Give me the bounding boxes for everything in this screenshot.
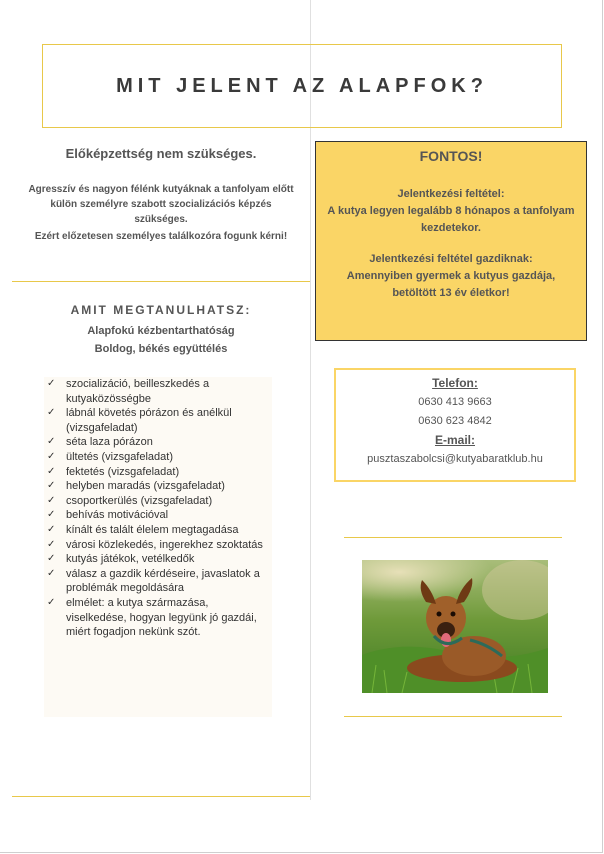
page-title: MIT JELENT AZ ALAPFOK?	[116, 74, 488, 97]
learn-list-item	[44, 523, 272, 538]
prerequisites-text-1: Agresszív és nagyon félénk kutyáknak a tanfolyam előtt külön személyre szabott szocializációs képzés szükséges.	[28, 184, 294, 225]
check-icon: ✓	[47, 407, 56, 419]
important-box	[315, 141, 587, 341]
learn-list-item	[44, 377, 272, 406]
check-icon: ✓	[47, 465, 56, 477]
phone-number-1[interactable]: 0630 413 9663	[418, 396, 492, 408]
title-box	[42, 44, 562, 128]
learn-list-item	[44, 538, 272, 553]
learn-list-box	[44, 377, 272, 717]
learn-list	[44, 377, 272, 640]
check-icon: ✓	[47, 553, 56, 565]
check-icon: ✓	[47, 523, 56, 535]
divider-line-bottom	[12, 796, 310, 797]
learn-list-item-text: ültetés (vizsgafeladat)	[66, 450, 173, 463]
check-icon: ✓	[47, 509, 56, 521]
contact-box	[334, 368, 576, 482]
important-line-1: Jelentkezési feltétel:	[397, 188, 505, 200]
learn-list-item-text: kínált és talált élelem megtagadása	[66, 523, 239, 536]
learn-list-item	[44, 435, 272, 450]
learn-list-item-text: kutyás játékok, vetélkedők	[66, 553, 195, 566]
phone-number-2[interactable]: 0630 623 4842	[418, 415, 492, 427]
check-icon: ✓	[47, 596, 56, 608]
check-icon: ✓	[47, 378, 56, 389]
learn-list-item-text: elmélet: a kutya származása, viselkedése, hogyan legyünk jó gazdái, miért fogadjon nekünk szót.	[66, 596, 257, 639]
important-line-4: Amennyiben gyermek a kutyus gazdája, betöltött 13 év életkor!	[346, 270, 556, 299]
learn-list-item-text: szocializáció, beilleszkedés a kutyaközösségbe	[66, 378, 210, 405]
divider-line	[12, 281, 310, 282]
important-line-3: Jelentkezési feltétel gazdiknak:	[369, 253, 533, 265]
check-icon: ✓	[47, 567, 56, 579]
learn-list-item	[44, 567, 272, 596]
learn-list-item	[44, 465, 272, 480]
prerequisites-text-2: Ezért előzetesen személyes találkozóra fogunk kérni!	[34, 231, 288, 242]
phone-label: Telefon:	[432, 376, 478, 390]
important-heading: FONTOS!	[419, 148, 483, 164]
learn-list-item	[44, 494, 272, 509]
photo-divider-bottom	[344, 716, 562, 717]
check-icon: ✓	[47, 436, 56, 448]
learn-list-item	[44, 596, 272, 640]
learn-list-item-text: válasz a gazdik kérdéseire, javaslatok a problémák megoldására	[66, 567, 260, 595]
check-icon: ✓	[47, 494, 56, 506]
learn-list-item-text: helyben maradás (vizsgafeladat)	[66, 480, 225, 493]
learn-list-item-text: séta laza pórázon	[66, 436, 153, 449]
check-icon: ✓	[47, 450, 56, 462]
learn-list-item-text: városi közlekedés, ingerekhez szoktatás	[66, 538, 263, 551]
email-address[interactable]: pusztaszabolcsi@kutyabaratklub.hu	[367, 453, 543, 465]
learn-list-item	[44, 552, 272, 567]
learn-list-item	[44, 450, 272, 465]
learn-list-item-text: behívás motivációval	[66, 509, 169, 522]
learn-subheading-1: Alapfokú kézbentarthatóság	[87, 325, 235, 337]
prerequisites-heading: Előképzettség nem szükséges.	[65, 146, 257, 161]
check-icon: ✓	[47, 480, 56, 492]
learn-subheading-2: Boldog, békés együttélés	[94, 343, 228, 355]
dog-photo	[362, 560, 548, 693]
learn-subheadings	[12, 322, 310, 358]
prerequisites-text	[12, 182, 310, 246]
learn-list-item	[44, 508, 272, 523]
learn-list-item-text: fektetés (vizsgafeladat)	[66, 465, 180, 478]
learn-list-item-text: lábnál követés pórázon és anélkül (vizsgafeladat)	[66, 407, 232, 434]
learn-list-item-text: csoportkerülés (vizsgafeladat)	[66, 494, 213, 507]
email-label: E-mail:	[434, 433, 475, 447]
learn-list-item	[44, 479, 272, 494]
learn-heading: AMIT MEGTANULHATSZ:	[70, 303, 252, 317]
learn-list-item	[44, 406, 272, 435]
check-icon: ✓	[47, 538, 56, 550]
important-line-2: A kutya legyen legalább 8 hónapos a tanfolyam kezdetekor.	[327, 205, 575, 234]
photo-divider-top	[344, 537, 562, 538]
